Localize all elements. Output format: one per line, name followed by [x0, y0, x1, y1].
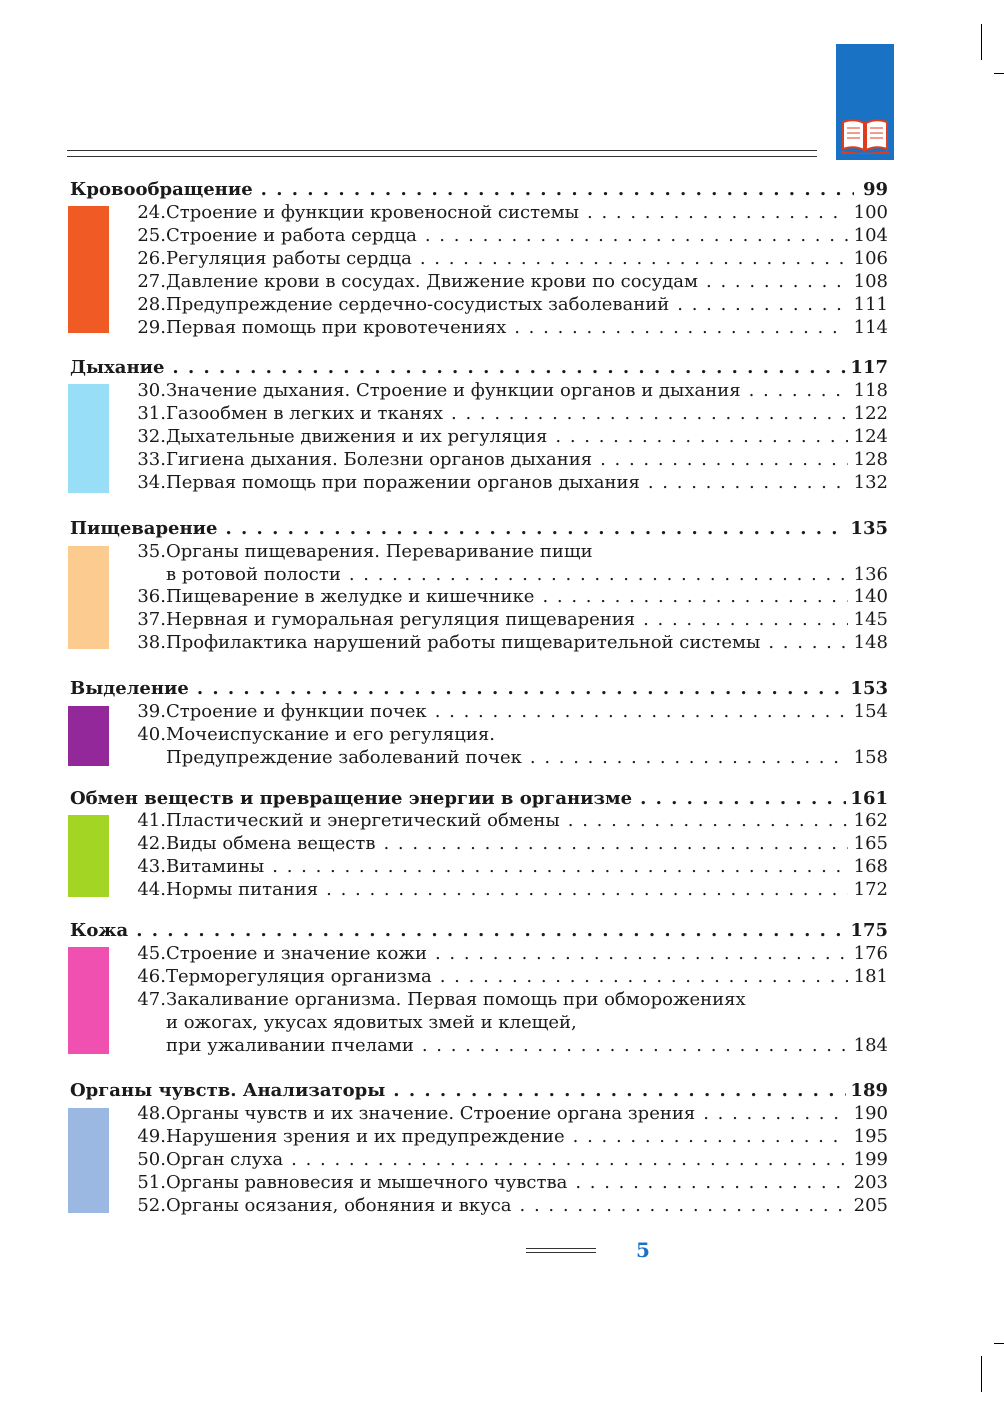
toc-entry [128, 723, 888, 746]
section-title: Органы чувств. Анализаторы [70, 1080, 386, 1101]
leader-dots [225, 517, 846, 540]
leader-dots [349, 563, 848, 586]
entry-page: 181 [853, 966, 888, 987]
toc-entry [128, 1171, 888, 1194]
entry-page: 136 [853, 564, 888, 585]
section-title: Обмен веществ и превращение энергии в организме [70, 788, 633, 809]
entry-page: 128 [853, 449, 888, 470]
entry-title: Орган слуха [166, 1149, 284, 1170]
leader-dots [768, 631, 848, 654]
entry-title: Предупреждение сердечно-сосудистых заболеваний [166, 294, 670, 315]
section-heading [70, 178, 888, 201]
entry-page: 199 [853, 1149, 888, 1170]
header-rule [67, 156, 817, 157]
entry-number: 35. [137, 541, 166, 562]
entry-title: Виды обмена веществ [166, 833, 376, 854]
entry-page: 162 [853, 810, 888, 831]
entry-title: Строение и работа сердца [166, 225, 417, 246]
entry-title: Гигиена дыхания. Болезни органов дыхания [166, 449, 593, 470]
entry-number: 43. [137, 856, 166, 877]
entry-number: 25. [137, 225, 166, 246]
section-color-bar [68, 546, 109, 649]
crop-mark [981, 1356, 982, 1392]
entry-title: Органы осязания, обоняния и вкуса [166, 1195, 512, 1216]
toc-entry [128, 1148, 888, 1171]
leader-dots [435, 700, 848, 723]
toc-entry [128, 855, 888, 878]
entry-number: 26. [137, 248, 166, 269]
toc-entry [128, 247, 888, 270]
entry-title: Профилактика нарушений работы пищеварительной системы [166, 632, 761, 653]
section-color-bar [68, 947, 109, 1054]
page-number: 5 [636, 1238, 650, 1262]
leader-dots [749, 379, 848, 402]
entry-number: 29. [137, 317, 166, 338]
entry-number: 50. [137, 1149, 166, 1170]
leader-dots [435, 942, 848, 965]
section-page: 189 [850, 1080, 888, 1101]
toc-entry [128, 1125, 888, 1148]
section-title: Дыхание [70, 357, 165, 378]
section-heading [70, 1079, 888, 1102]
entry-page: 184 [853, 1035, 888, 1056]
entry-number: 33. [137, 449, 166, 470]
leader-dots [383, 832, 848, 855]
section-heading [70, 787, 888, 810]
entry-title: Пищеварение в желудке и кишечнике [166, 586, 535, 607]
section-heading [70, 356, 888, 379]
crop-mark [994, 73, 1004, 74]
entry-page: 108 [853, 271, 888, 292]
leader-dots [640, 787, 846, 810]
entry-title: и ожогах, укусах ядовитых змей и клещей, [166, 1012, 577, 1033]
section-page: 117 [850, 357, 888, 378]
entry-title: Первая помощь при кровотечениях [166, 317, 507, 338]
crop-mark [994, 1343, 1004, 1344]
leader-dots [575, 1171, 848, 1194]
entry-number: 38. [137, 632, 166, 653]
entry-page: 154 [853, 701, 888, 722]
toc-entry [128, 1034, 888, 1057]
entry-title: в ротовой полости [166, 564, 341, 585]
entry-number: 24. [137, 202, 166, 223]
entry-number: 39. [137, 701, 166, 722]
leader-dots [420, 247, 848, 270]
entry-title: Мочеиспускание и его регуляция. [166, 724, 495, 745]
entry-title: Органы равновесия и мышечного чувства [166, 1172, 568, 1193]
entry-title: Газообмен в легких и тканях [166, 403, 444, 424]
entry-number: 34. [137, 472, 166, 493]
entry-page: 172 [853, 879, 888, 900]
leader-dots [703, 1102, 848, 1125]
toc-entry [128, 425, 888, 448]
entry-number: 45. [137, 943, 166, 964]
leader-dots [514, 316, 848, 339]
toc-entry [128, 631, 888, 654]
entry-page: 190 [853, 1103, 888, 1124]
entry-page: 132 [853, 472, 888, 493]
entry-title: Органы чувств и их значение. Строение органа зрения [166, 1103, 696, 1124]
toc-entry [128, 1011, 888, 1034]
leader-dots [136, 919, 846, 942]
entry-number: 42. [137, 833, 166, 854]
entry-number: 52. [137, 1195, 166, 1216]
entry-number: 47. [137, 989, 166, 1010]
entry-page: 122 [853, 403, 888, 424]
leader-dots [587, 201, 848, 224]
header-rule [67, 150, 817, 151]
section-color-bar [68, 706, 109, 766]
leader-dots [643, 608, 848, 631]
section-heading [70, 919, 888, 942]
toc-entry [128, 942, 888, 965]
entry-page: 148 [853, 632, 888, 653]
leader-dots [530, 746, 848, 769]
entry-title: Дыхательные движения и их регуляция [166, 426, 548, 447]
entry-page: 100 [853, 202, 888, 223]
entry-title: Давление крови в сосудах. Движение крови по сосудам [166, 271, 699, 292]
toc-entry [128, 563, 888, 586]
toc-entry [128, 585, 888, 608]
toc-entry [128, 448, 888, 471]
toc-entry [128, 471, 888, 494]
entry-title: Предупреждение заболеваний почек [166, 747, 522, 768]
entry-title: Терморегуляция организма [166, 966, 432, 987]
leader-dots [573, 1125, 848, 1148]
entry-title: Пластический и энергетический обмены [166, 810, 560, 831]
entry-title: Первая помощь при поражении органов дыхания [166, 472, 640, 493]
section-page: 99 [862, 179, 888, 200]
section-page: 153 [850, 678, 888, 699]
entry-number: 36. [137, 586, 166, 607]
leader-dots [197, 677, 847, 700]
toc-entry [128, 878, 888, 901]
entry-page: 176 [853, 943, 888, 964]
entry-number: 49. [137, 1126, 166, 1147]
leader-dots [542, 585, 848, 608]
entry-page: 203 [853, 1172, 888, 1193]
leader-dots [600, 448, 848, 471]
entry-number: 46. [137, 966, 166, 987]
entry-page: 124 [853, 426, 888, 447]
entry-page: 158 [853, 747, 888, 768]
leader-dots [451, 402, 848, 425]
section-color-bar [68, 815, 109, 897]
entry-title: Нормы питания [166, 879, 319, 900]
entry-title: Закаливание организма. Первая помощь при обморожениях [166, 989, 746, 1010]
leader-dots [555, 425, 848, 448]
toc-entry [128, 379, 888, 402]
entry-page: 111 [853, 294, 888, 315]
entry-number: 51. [137, 1172, 166, 1193]
toc-entry [128, 224, 888, 247]
leader-dots [326, 878, 848, 901]
entry-page: 118 [853, 380, 888, 401]
toc-entry [128, 316, 888, 339]
toc-entry [128, 293, 888, 316]
entry-number: 48. [137, 1103, 166, 1124]
entry-number: 28. [137, 294, 166, 315]
entry-title: Строение и функции почек [166, 701, 427, 722]
leader-dots [520, 1194, 848, 1217]
entry-page: 168 [853, 856, 888, 877]
toc-entry [128, 965, 888, 988]
entry-title: Значение дыхания. Строение и функции органов и дыхания [166, 380, 741, 401]
leader-dots [172, 356, 846, 379]
toc-entry [128, 832, 888, 855]
leader-dots [261, 178, 854, 201]
toc-entry [128, 700, 888, 723]
entry-number: 44. [137, 879, 166, 900]
entry-title: Регуляция работы сердца [166, 248, 412, 269]
leader-dots [422, 1034, 848, 1057]
entry-title: Строение и функции кровеносной системы [166, 202, 580, 223]
leader-dots [568, 809, 848, 832]
entry-page: 165 [853, 833, 888, 854]
section-heading [70, 677, 888, 700]
leader-dots [272, 855, 848, 878]
entry-number: 32. [137, 426, 166, 447]
entry-page: 140 [853, 586, 888, 607]
section-color-bar [68, 206, 109, 333]
footer-rule [526, 1248, 596, 1256]
section-title: Кожа [70, 920, 129, 941]
leader-dots [291, 1148, 848, 1171]
toc-entry [128, 608, 888, 631]
entry-title: Органы пищеварения. Переваривание пищи [166, 541, 593, 562]
entry-page: 106 [853, 248, 888, 269]
entry-number: 27. [137, 271, 166, 292]
chapter-tab [836, 44, 894, 160]
entry-title: Нервная и гуморальная регуляция пищеварения [166, 609, 636, 630]
entry-number: 40. [137, 724, 166, 745]
leader-dots [648, 471, 848, 494]
toc-entry [128, 809, 888, 832]
leader-dots [677, 293, 848, 316]
toc-entry [128, 746, 888, 769]
leader-dots [706, 270, 848, 293]
crop-mark [981, 24, 982, 60]
entry-page: 104 [853, 225, 888, 246]
section-title: Пищеварение [70, 518, 218, 539]
toc-entry [128, 1102, 888, 1125]
open-book-icon [840, 116, 890, 156]
entry-title: Строение и значение кожи [166, 943, 427, 964]
entry-number: 37. [137, 609, 166, 630]
section-page: 175 [850, 920, 888, 941]
entry-number: 30. [137, 380, 166, 401]
toc-entry [128, 270, 888, 293]
toc-entry [128, 1194, 888, 1217]
section-title: Выделение [70, 678, 189, 699]
section-color-bar [68, 1108, 109, 1213]
entry-title: Нарушения зрения и их предупреждение [166, 1126, 565, 1147]
entry-title: Витамины [166, 856, 265, 877]
toc-entry [128, 540, 888, 563]
entry-page: 205 [853, 1195, 888, 1216]
leader-dots [440, 965, 848, 988]
toc-entry [128, 402, 888, 425]
entry-title: при ужаливании пчелами [166, 1035, 414, 1056]
section-heading [70, 517, 888, 540]
leader-dots [425, 224, 848, 247]
entry-number: 41. [137, 810, 166, 831]
section-page: 135 [850, 518, 888, 539]
toc-entry [128, 201, 888, 224]
entry-number: 31. [137, 403, 166, 424]
leader-dots [393, 1079, 846, 1102]
section-color-bar [68, 384, 109, 493]
entry-page: 145 [853, 609, 888, 630]
toc-entry [128, 988, 888, 1011]
entry-page: 114 [853, 317, 888, 338]
section-page: 161 [850, 788, 888, 809]
section-title: Кровообращение [70, 179, 253, 200]
entry-page: 195 [853, 1126, 888, 1147]
